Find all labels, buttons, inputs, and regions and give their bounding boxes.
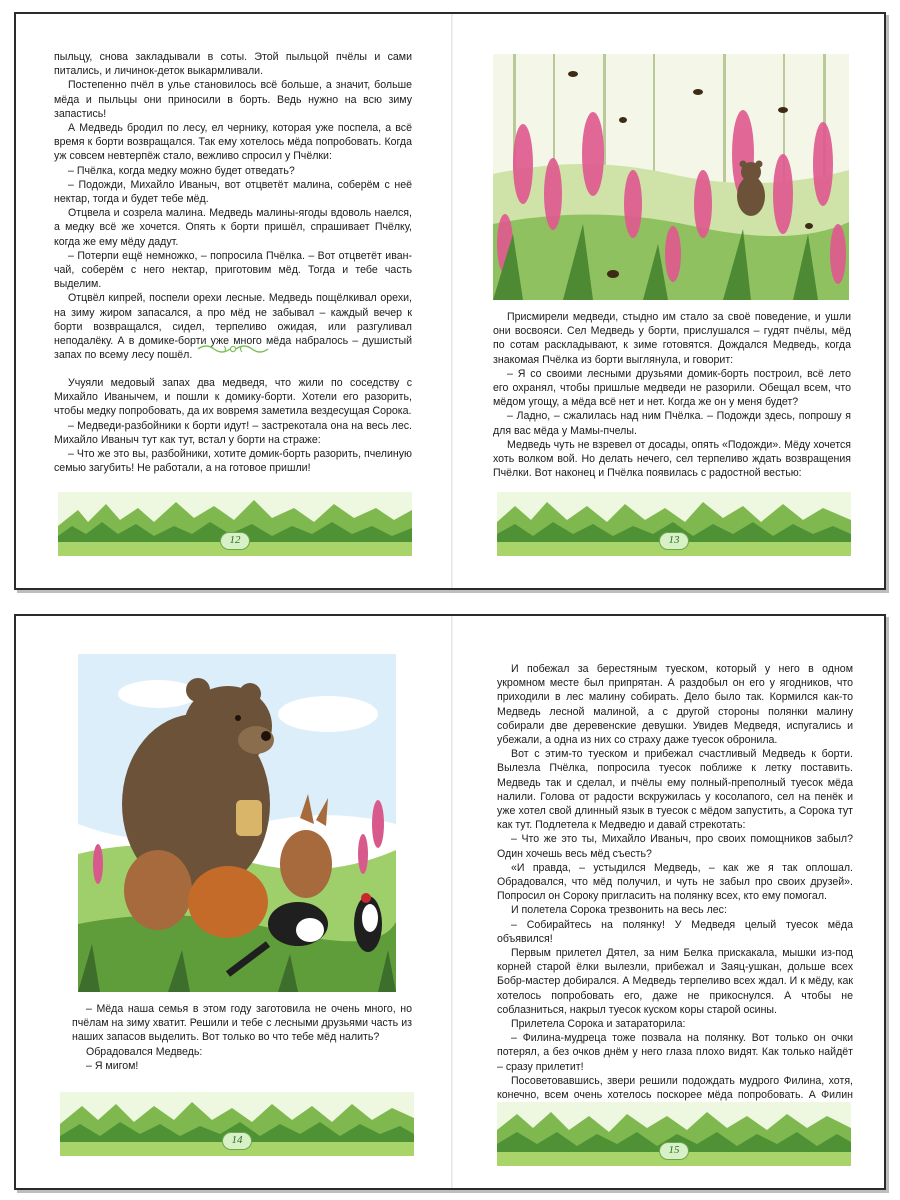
paragraph: Отцвёл кипрей, поспели орехи лесные. Медведь пощёлкивал орехи, на зиму жиром запасался, а про мёд не забывал – каждый вечер к борти возвращался, сидел, терпеливо ожидая, или разгуливал неподалёку. А в домике-борти уже много мёда набралось – душистый запах по всему лесу пошёл. bbox=[54, 292, 412, 362]
forest-border-illustration bbox=[60, 1092, 414, 1156]
paragraph: А Медведь бродил по лесу, ел чернику, которая уже поспела, а всё время к борти возвращался. Так ему хотелось мёда попробовать. Когда уж совсем невтерпёж стало, вежливо спросил у Пчёлки: bbox=[54, 122, 412, 163]
paragraph: Прилетела Сорока и затараторила: bbox=[511, 1018, 686, 1031]
page-15 bbox=[453, 616, 888, 1188]
book-spread-bottom bbox=[14, 614, 886, 1190]
book-spread-top bbox=[14, 12, 886, 590]
paragraph: – Ладно, – сжалилась над ним Пчёлка. – Подожди здесь, попрошу я для вас мёда у Мамы-пчелы. bbox=[493, 410, 851, 437]
paragraph: Посоветовавшись, звери решили подождать мудрого Филина, хотя, конечно, всем очень хотелось поскорее мёда попробовать. А Филин bbox=[497, 1074, 853, 1102]
forest-border-illustration bbox=[497, 1102, 851, 1166]
forest-border-illustration bbox=[497, 492, 851, 556]
page-12-text-bottom bbox=[54, 376, 412, 475]
paragraph: И побежал за берестяным туеском, который у него в одном укромном месте был припрятан. А раздобыл он его у ягодников, что приходили в лес малину собирать. Дело было так. Кормился как-то Медведь лесной малиной, а с другой стороны полянки малину собирали две деревенские девушки. Увидев Медведя, испугались и убежали, а одна из них со страху даже туесок обронила. bbox=[497, 663, 853, 747]
paragraph: – Я мигом! bbox=[86, 1059, 139, 1072]
paragraph: Присмирели медведи, стыдно им стало за своё поведение, и ушли они восвояси. Сел Медведь у борти, прислушался – гудят пчёлы, мёд по сотам раскладывают, к зиме готовятся. Дождался Медведь, когда знакомая Пчёлка из борти выглянула, и говорит: bbox=[493, 311, 851, 366]
paragraph: – Потерпи ещё немножко, – попросила Пчёлка. – Вот отцветёт иван-чай, соберём с него нектар, приготовим мёд. Тогда и тебе часть выделим. bbox=[54, 249, 412, 291]
paragraph: – Медведи-разбойники к борти идут! – застрекотала она на весь лес. Михайло Иваныч тут как тут, встал у борти на страже: bbox=[54, 419, 412, 446]
illustration-bear-with-animals bbox=[78, 654, 396, 992]
paragraph: Первым прилетел Дятел, за ним Белка прискакала, мышки из-под корней старой ёлки вылезли, прибежал и Заяц-ушкан, дольше всех Бобр-мастер добирался. А Медведь терпеливо всех ждал. И к мёду, как хотелось попробовать его, даже не прикоснулся. А чтобы не соблазниться, накрыл туесок куском коры старой осины. bbox=[497, 947, 853, 1016]
page-number: 13 bbox=[659, 532, 689, 550]
page-14-text bbox=[72, 1002, 412, 1073]
paragraph: пыльцу, снова закладывали в соты. Этой пыльцой пчёлы и сами питались, и личинок-деток выкармливали. bbox=[54, 51, 412, 78]
paragraph: – Что же это вы, разбойники, хотите домик-борть разорить, пчелиную семью загубить! Не работали, а на готовое пришли! bbox=[54, 448, 412, 475]
paragraph: – Подожди, Михайло Иваныч, вот отцветёт малина, соберём с неё нектар, тогда и будет тебе мёд. bbox=[54, 178, 412, 206]
paragraph: Медведь чуть не взревел от досады, опять «Подожди». Мёду хочется хоть волком вой. Но делать нечего, сел терпеливо ждать возвращения Пчёлки. Вот наконец и Пчёлка появилась с радостной вестью: bbox=[493, 438, 851, 480]
page-number: 12 bbox=[220, 532, 250, 550]
page-12-text-top bbox=[54, 50, 412, 362]
page-12 bbox=[16, 14, 451, 588]
paragraph: – Пчёлка, когда медку можно будет отведать? bbox=[68, 164, 295, 177]
paragraph: Обрадовался Медведь: bbox=[86, 1045, 203, 1058]
page-13-text bbox=[493, 310, 851, 480]
paragraph: И полетела Сорока трезвонить на весь лес: bbox=[511, 904, 727, 917]
page-15-text bbox=[497, 662, 853, 1117]
paragraph: – Что же это ты, Михайло Иваныч, про своих помощников забыл? Один хочешь весь мёд съесть? bbox=[497, 833, 853, 860]
page-13 bbox=[453, 14, 888, 588]
paragraph: «И правда, – устыдился Медведь, – как же я так оплошал. Обрадовался, что мёд получил, и чуть не забыл про своих друзей». Попросил он Сороку пригласить на полянку всех, кто ему помогал. bbox=[497, 861, 853, 903]
illustration-bear-in-fireweed bbox=[493, 54, 849, 300]
paragraph: – Я со своими лесными друзьями домик-борть построил, всё лето его охранял, чтобы пришлые медведи не разорили. Обещал всем, что мёдом угощу, а мёда всё нет и нет. Когда же он у меня будет? bbox=[493, 367, 851, 409]
paragraph: Отцвела и созрела малина. Медведь малины-ягоды вдоволь наелся, а медку всё же хочется. Опять к борти пришёл, спрашивает Пчёлку, когда же ему мёду дадут. bbox=[54, 207, 412, 248]
paragraph: – Собирайтесь на полянку! У Медведя целый туесок мёда объявился! bbox=[497, 918, 853, 945]
forest-border-illustration bbox=[58, 492, 412, 556]
decorative-ornament bbox=[196, 342, 270, 356]
page-number: 15 bbox=[659, 1142, 689, 1160]
page-14 bbox=[16, 616, 451, 1188]
page-number: 14 bbox=[222, 1132, 252, 1150]
paragraph: Вот с этим-то туеском и прибежал счастливый Медведь к борти. Вылезла Пчёлка, попросила туесок поближе к летку поставить. Медведь так и сделал, и пчёлы ему полный-преполный туесок мёда налили. Голова от радости вскружилась у косолапого, сел на пенёк и уже хотел свой длинный язык в туесок с мёдом запустить, а Сорока тут как тут. Подлетела к Медведю и давай стрекотать: bbox=[497, 748, 853, 832]
paragraph: Постепенно пчёл в улье становилось всё больше, а значит, больше мёда и пыльцы они приносили в борть. Ведь нужно на всю зиму запастись! bbox=[54, 79, 412, 120]
paragraph: – Мёда наша семья в этом году заготовила не очень много, но пчёлам на зиму хватит. Решили и тебе с лесными друзьями часть из наших запасов выделить. Вот только во что тебе мёд налить? bbox=[72, 1003, 412, 1044]
paragraph: – Филина-мудреца тоже позвала на полянку. Вот только он очки потерял, а без очков днём у него глаза плохо видят. Как только найдёт – сразу прилетит! bbox=[497, 1032, 853, 1073]
paragraph: Учуяли медовый запах два медведя, что жили по соседству с Михайло Иванычем, и пошли к домику-борти. Хотели его разорить, чтобы медку попробовать, да их вовремя заметила вездесущая Сорока. bbox=[54, 377, 412, 418]
